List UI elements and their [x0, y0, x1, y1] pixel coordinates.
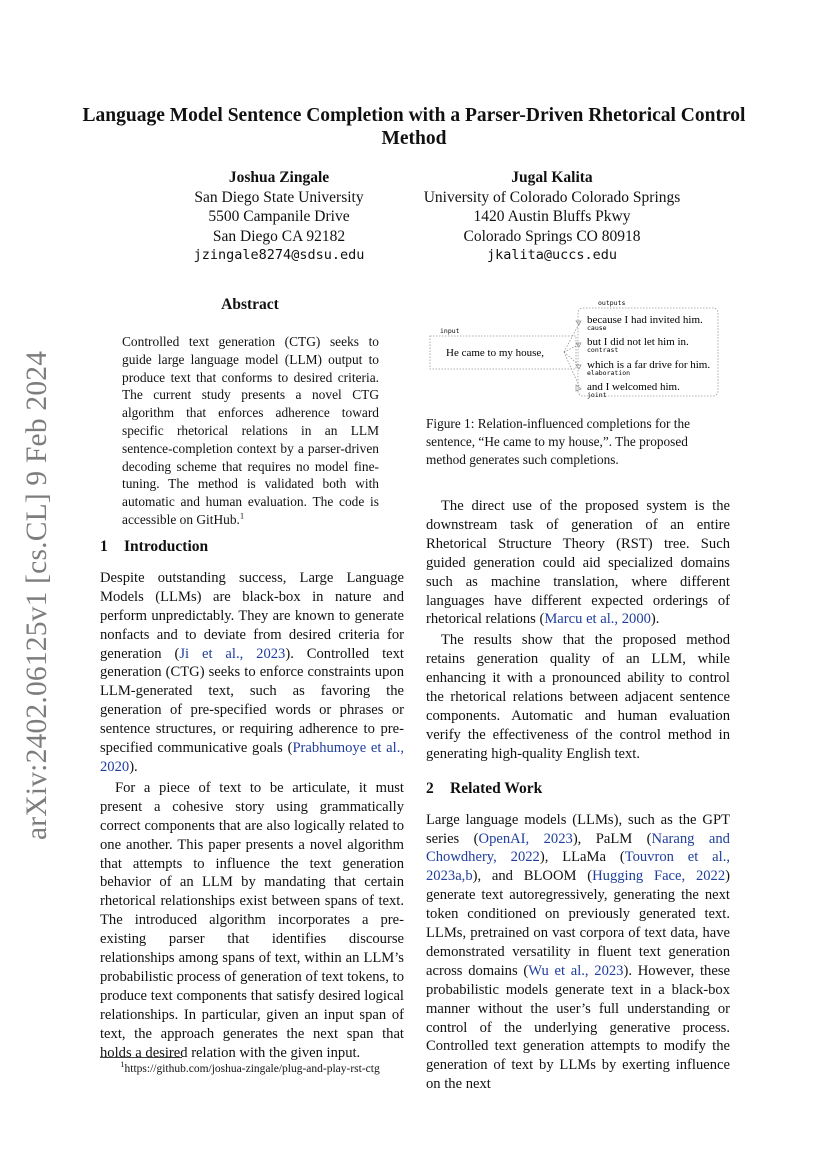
intro-paragraph-1 — [100, 569, 404, 777]
output-sentence: and I welcomed him. — [587, 381, 680, 393]
output-sentence: which is a far drive for him. — [587, 359, 711, 371]
author-affiliation: San Diego State University — [194, 188, 364, 206]
citation-link[interactable]: OpenAI, 2023 — [478, 830, 573, 847]
right-paragraph-1 — [426, 497, 730, 629]
section-heading-related-work — [426, 780, 730, 799]
section-heading-introduction — [100, 538, 404, 557]
figure-1-diagram — [426, 296, 730, 404]
text-run: ), PaLM ( — [572, 830, 652, 847]
relation-label: contrast — [587, 346, 619, 354]
footnote-mark: 1 — [120, 1059, 125, 1070]
citation-link[interactable]: Wu et al., 2023 — [528, 962, 624, 979]
author-address: Colorado Springs CO 80918 — [463, 227, 641, 245]
author-address: 5500 Campanile Drive — [208, 208, 350, 225]
related-paragraph-1 — [426, 811, 730, 1095]
relation-label: joint — [587, 391, 607, 399]
relation-label: cause — [587, 324, 607, 332]
author-name: Jugal Kalita — [511, 169, 593, 186]
text-run: ). Controlled text generation (CTG) seeks to enforce constraints upon LLM-generated text, such as favoring the generation of pre-specified words or phrases or sentence structures, or requiring adherence to pre-specified communicative goals ( — [100, 645, 404, 757]
section-title: Related Work — [450, 779, 543, 797]
footnote-rule — [100, 1057, 182, 1058]
text-run: Despite outstanding success, Large Language Models (LLMs) are black-box in nature and perform unpredictably. They are known to generate nonfacts and to deviate from desired criteria for generation ( — [100, 569, 404, 662]
intro-paragraph-2: For a piece of text to be articulate, it must present a cohesive story using grammatically correct components that are also logically related to one another. This paper presents a novel algorithm that attempts to influence the text generation behavior of an LLM by mandating that certain rhetorical relationships exist between spans of text. The introduced algorithm incorporates a pre-existing parser that identifies discourse relationships among spans of text, within an LLM’s probabilistic process of generation of text tokens, to produce text components that satisfy desired logical relationships. In particular, given an input span of text, the approach generates the next span that holds a desired relation with the given input. — [100, 779, 404, 1061]
text-run: ), and BLOOM ( — [472, 868, 593, 885]
text-run: ). However, these probabilistic models generate text in a black-box manner without the user’s full understanding or control of the underlying generative process. Controlled text generation attempts to modify the generation of text by LLMs by exerting influence on the next — [426, 962, 730, 1093]
abstract-text — [122, 333, 379, 529]
figure-1-caption: Figure 1: Relation-influenced completions for the sentence, “He came to my house,”. The proposed method generates such completions. — [426, 416, 691, 467]
arrowhead-icon — [576, 321, 581, 325]
arrowhead-icon — [576, 385, 581, 391]
citation-link[interactable]: Touvron et al., 2023a,b — [426, 849, 730, 885]
output-sentence: but I did not let him in. — [587, 336, 689, 348]
right-column — [426, 497, 730, 1094]
section-number: 1 — [100, 538, 108, 555]
abstract-heading: Abstract — [221, 296, 279, 313]
abstract-body: Controlled text generation (CTG) seeks to guide large language model (LLM) output to produce text that conforms to desired criteria. The current study presents a novel CTG algorithm that enforces adherence toward specific rhetorical relations in an LLM sentence-completion context by a parser-driven decoding scheme that requires no model fine-tuning. The method is validated both with automatic and human evaluation. The code is accessible on GitHub. — [122, 334, 379, 527]
input-sentence: He came to my house, — [446, 347, 545, 359]
author-affiliation: University of Colorado Colorado Springs — [423, 188, 681, 206]
citation-link[interactable]: Ji et al., 2023 — [179, 645, 286, 662]
output-sentence: because I had invited him. — [587, 314, 703, 326]
author-block-2 — [402, 168, 702, 266]
author-email[interactable]: jkalita@uccs.edu — [486, 247, 618, 263]
text-run: ). — [129, 758, 138, 775]
left-column — [100, 538, 404, 1062]
citation-link[interactable]: Prabhumoye et al., 2020 — [100, 740, 404, 775]
author-address: 1420 Austin Bluffs Pkwy — [473, 208, 631, 225]
relation-label: elaboration — [587, 369, 631, 377]
author-name: Joshua Zingale — [228, 169, 330, 186]
citation-link[interactable]: Marcu et al., 2000 — [544, 611, 651, 628]
paper-title: Language Model Sentence Completion with a Parser-Driven Rhetorical Control Method — [82, 105, 746, 149]
footnote-mark[interactable]: 1 — [239, 510, 245, 521]
author-block-1 — [160, 168, 398, 266]
arrow-elaboration — [564, 352, 580, 366]
right-paragraph-2: The results show that the proposed method retains generation quality of an LLM, while enhancing it with a pronounced ability to control the rhetorical relations between adjacent sentence components. Automatic and human evaluation verify the effectiveness of the control method in generating high-quality English text. — [426, 632, 730, 762]
footnote — [100, 1059, 400, 1075]
text-run: ) generate text autoregressively, generating the next token conditioned on previously generated text. LLMs, pretrained on vast corpora of text data, have demonstrated versatility in fluent text generation across domains ( — [426, 868, 731, 979]
section-title: Introduction — [124, 538, 209, 555]
citation-link[interactable]: Narang and Chowdhery, 2022 — [426, 830, 730, 866]
arxiv-identifier: arXiv:2402.06125v1 [cs.CL] 9 Feb 2024 — [21, 350, 53, 840]
text-run: The direct use of the proposed system is the downstream task of generation of an entire Rhetorical Structure Theory (RST) tree. Such guided generation could aid specialized domains such as machine translation, where different languages have different expected orderings of rhetorical relations ( — [426, 498, 730, 628]
arrowhead-icon — [576, 365, 581, 369]
text-run: ), LLaMa ( — [539, 849, 625, 866]
arrow-cause — [564, 322, 580, 352]
section-number: 2 — [426, 779, 434, 797]
arrow-joint — [564, 352, 580, 388]
author-email[interactable]: jzingale8274@sdsu.edu — [193, 247, 365, 263]
text-run: Large language models (LLMs), such as the GPT series ( — [426, 811, 730, 847]
outputs-label: outputs — [598, 299, 626, 307]
input-label: input — [440, 327, 460, 335]
relation-arrows — [564, 322, 580, 388]
footnote-url[interactable]: https://github.com/joshua-zingale/plug-and-play-rst-ctg — [124, 1063, 380, 1075]
citation-link[interactable]: Hugging Face, 2022 — [592, 868, 726, 885]
author-address: San Diego CA 92182 — [212, 227, 346, 245]
text-run: ). — [650, 611, 660, 628]
